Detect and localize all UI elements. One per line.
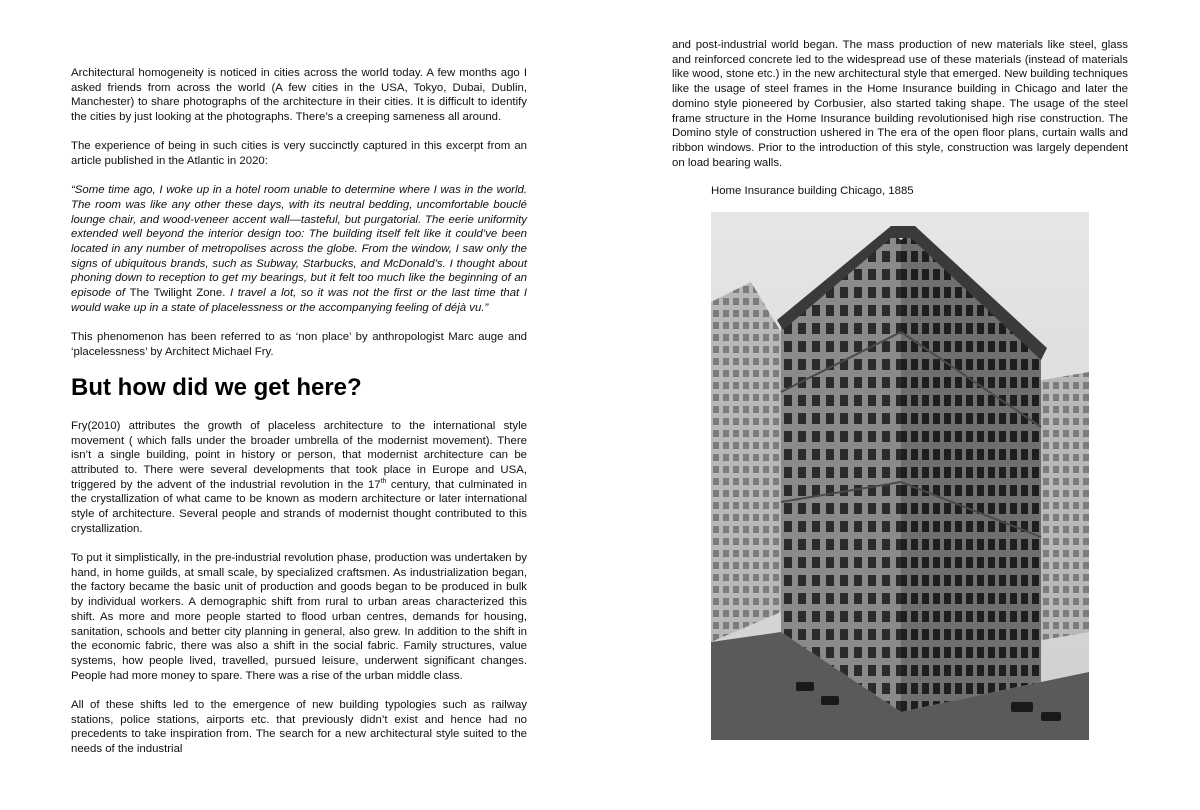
right-column	[672, 38, 1128, 185]
photo-caption: Home Insurance building Chicago, 1885	[711, 185, 914, 197]
typologies-paragraph: All of these shifts led to the emergence of new building typologies such as railway stations, police stations, airports etc. that previously didn’t exist and hence had no precedents to take inspiration from. The search for a new architectural style suited to the needs of the industrial	[71, 698, 527, 756]
superscript-th: th	[380, 477, 387, 485]
quote-show-title: The Twilight Zone.	[129, 287, 226, 300]
atlantic-quote	[71, 183, 527, 315]
home-insurance-building-photo	[711, 212, 1089, 740]
industrial-paragraph: To put it simplistically, in the pre-industrial revolution phase, production was undertaken by hand, in home guilds, at small scale, by specialized craftsmen. As industrialization began, the factory became the basic unit of production and goods began to be produced in bulk by individual workers. A demographic shift from rural to urban areas characterized this shift. As more and more people started to flood urban centres, demands for housing, sanitation, schools and better city planning in general, also grew. In addition to the shift in the economic fabric, there was also a shift in the social fabric. Family structures, value systems, how people lived, travelled, pursued leisure, underwent significant changes. People had more money to spare. There was a rise of the urban middle class.	[71, 552, 527, 682]
section-heading: But how did we get here?	[71, 373, 362, 401]
fry-text-start: Fry(2010) attributes the growth of placeless architecture to the international style movement ( which falls under the broader umbrella of the modernist movement). There isn’t a single building, point in history or person, that modernist architecture can be attributed to. There were several developments that took place in Europe and USA, triggered by the advent of the industrial revolution in the 17	[71, 419, 527, 491]
background-building-left	[711, 282, 781, 642]
materials-paragraph: and post-industrial world began. The mass production of new materials like steel, glass and reinforced concrete led to the widespread use of these materials (instead of materials like wood, stone etc.) in the new architectural style that emerged. New building techniques like the usage of steel frames in the Home Insurance building in Chicago and later the domino style pioneered by Corbusier, also started taking shape. The usage of the steel frame structure in the Home Insurance building revolutionised high rise construction. The Domino style of construction ushered in The era of the open floor plans, curtain walls and ribbon windows. Prior to the introduction of this style, construction was largely dependent on load bearing walls.	[672, 39, 1128, 169]
fry-paragraph	[71, 419, 527, 537]
building-illustration	[711, 212, 1089, 740]
atlantic-intro-paragraph: The experience of being in such cities is very succinctly captured in this excerpt from an article published in the Atlantic in 2020:	[71, 140, 527, 168]
quote-text-start: “Some time ago, I woke up in a hotel room unable to determine where I was in the world. The room was like any other these days, with its neutral bedding, uncomfortable bouclé lounge chair, and wood-veneer accent wall—tasteful, but purgatorial. The eerie uniformity extended well beyond the interior design too: The building itself felt like it could’ve been located in any number of metropolises across the globe. From the window, I saw only the signs of ubiquitous brands, such as Subway, Starbucks, and McDonald’s. I thought about phoning down to reception to get my bearings, but it felt too much like the beginning of an episode of	[71, 184, 527, 300]
fry-text-end: century, that culminated in the crystallization of what came to be known as modern architecture or later international style of architecture. Several people and strands of modernist thought contributed to this crystallization.	[71, 478, 527, 535]
intro-paragraph: Architectural homogeneity is noticed in cities across the world today. A few months ago I asked friends from across the world (A few cities in the USA, Tokyo, Dubai, Dublin, Manchester) to share photographs of the architecture in their cities. It is difficult to identify the cities by just looking at the photographs. There’s a creeping sameness all around.	[71, 67, 527, 124]
non-place-paragraph: This phenomenon has been referred to as ‘non place’ by anthropologist Marc auge and ‘placelessness’ by Architect Michael Fry.	[71, 331, 527, 358]
quote-text-end: I travel a lot, so it was not the first or the last time that I would wake up in a state of placelessness or the accompanying feeling of déjà vu.”	[71, 287, 527, 314]
left-column	[71, 66, 527, 771]
